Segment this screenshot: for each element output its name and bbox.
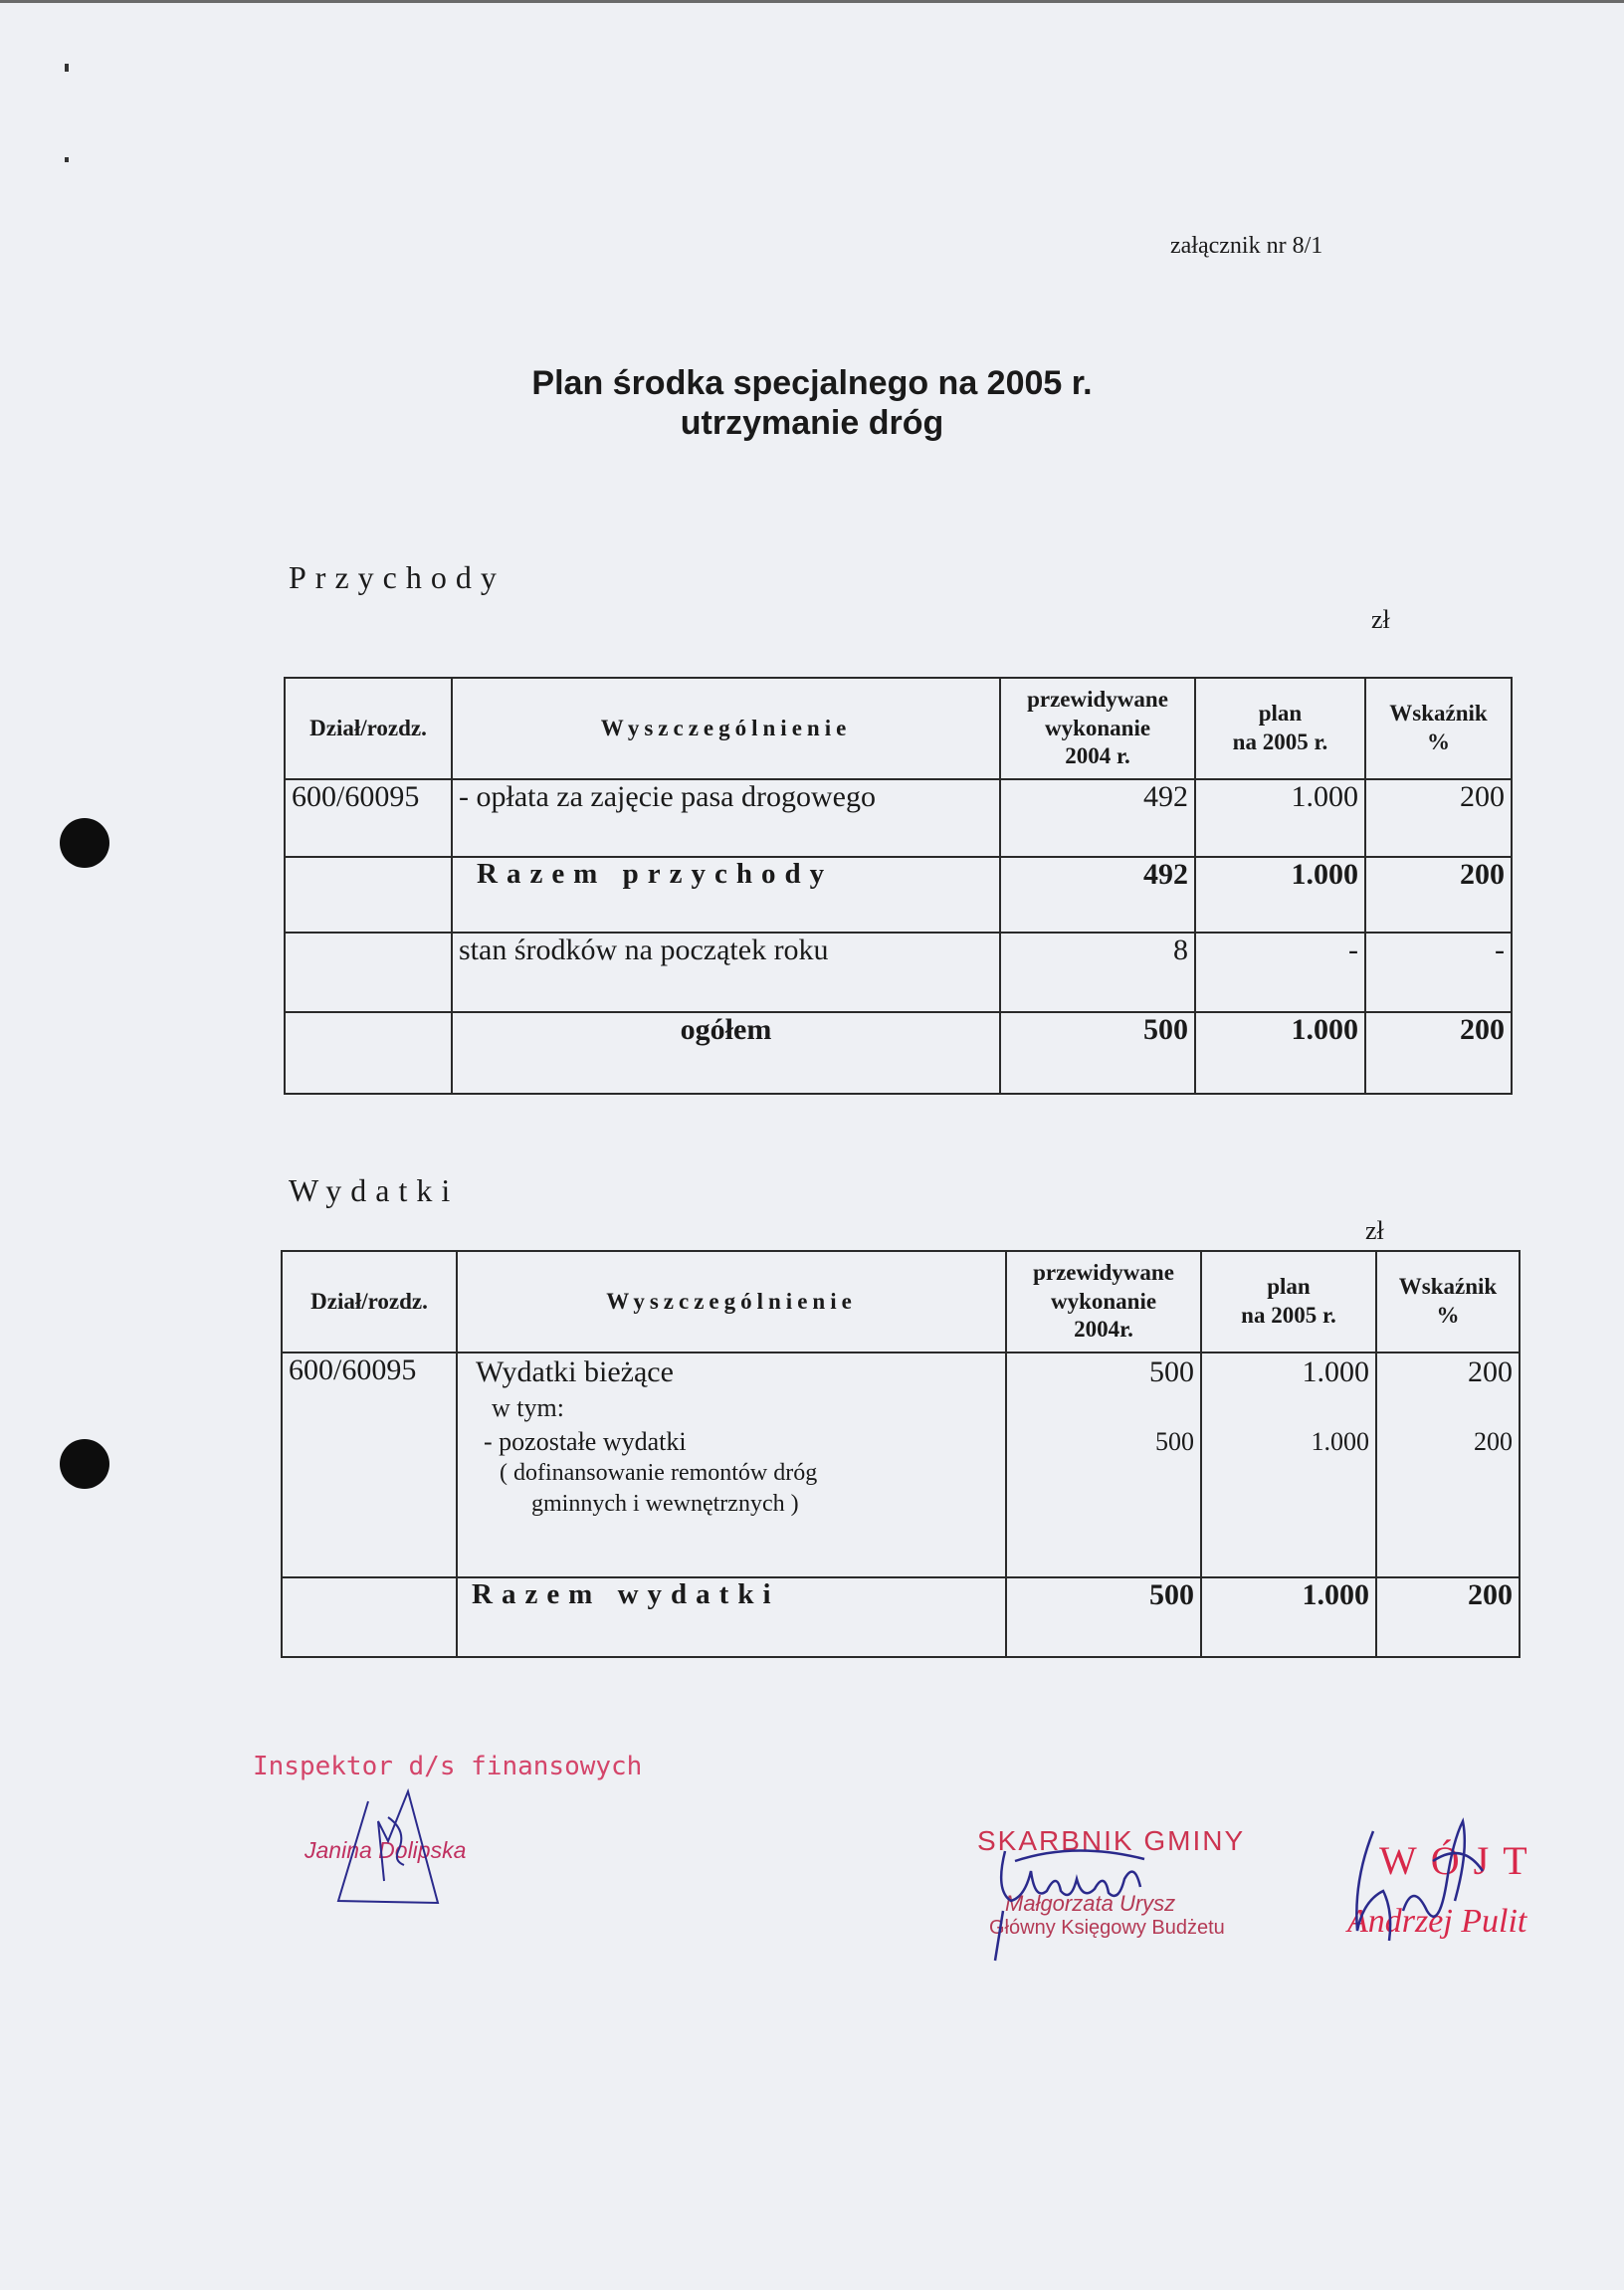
cell-index: 200 <box>1365 779 1512 857</box>
header-index: Wskaźnik % <box>1376 1251 1520 1353</box>
table-row-total <box>285 857 1512 933</box>
cell-dzial <box>285 1012 452 1094</box>
cell-index: 200 <box>1376 1577 1520 1657</box>
punch-hole <box>60 818 109 868</box>
cell-spec: - opłata za zajęcie pasa drogowego <box>452 779 1000 857</box>
expenses-section-heading: Wydatki <box>289 1172 460 1208</box>
revenue-section-heading: Przychody <box>289 559 506 595</box>
cell-index: - <box>1365 933 1512 1012</box>
cell-forecast: 500 <box>1000 1012 1195 1094</box>
cell-forecast: 8 <box>1000 933 1195 1012</box>
cell-plan: 1.000 <box>1201 1577 1376 1657</box>
cell-spec: stan środków na początek roku <box>452 933 1000 1012</box>
cell-index: 200 <box>1365 1012 1512 1094</box>
cell-plan: 1.000 <box>1195 857 1365 933</box>
header-index: Wskaźnik % <box>1365 678 1512 779</box>
expenses-unit: zł <box>1365 1216 1384 1245</box>
revenue-unit: zł <box>1371 605 1390 634</box>
cell-forecast: 492 <box>1000 857 1195 933</box>
table-row <box>285 779 1512 857</box>
cell-spec: Razem przychody <box>452 857 1000 933</box>
punch-hole <box>60 1439 109 1489</box>
cell-forecast: 500 <box>1006 1577 1201 1657</box>
mayor-signature <box>1343 1801 1522 1971</box>
header-plan: plan na 2005 r. <box>1201 1251 1376 1353</box>
cell-plan: 1.000 1.000 <box>1201 1353 1376 1577</box>
treasurer-signature <box>975 1831 1224 1971</box>
scan-speck <box>65 157 69 162</box>
spec-line: Wydatki bieżące <box>476 1355 674 1388</box>
cell-index: 200 200 <box>1376 1353 1520 1577</box>
cell-forecast: 492 <box>1000 779 1195 857</box>
cell-spec <box>457 1353 1006 1577</box>
header-forecast: przewidywane wykonanie 2004r. <box>1006 1251 1201 1353</box>
spec-line: w tym: <box>492 1393 564 1423</box>
spec-line: gminnych i wewnętrznych ) <box>531 1490 799 1517</box>
mayor-stamp-name: Andrzej Pulit <box>1347 1903 1527 1940</box>
cell-plan: 1.000 <box>1195 1012 1365 1094</box>
header-spec: Wyszczególnienie <box>457 1251 1006 1353</box>
cell-dzial <box>282 1577 457 1657</box>
header-dzial: Dział/rozdz. <box>282 1251 457 1353</box>
header-forecast: przewidywane wykonanie 2004 r. <box>1000 678 1195 779</box>
scan-edge <box>0 0 1624 3</box>
table-header-row <box>285 678 1512 779</box>
inspector-signature <box>328 1781 448 1961</box>
cell-dzial <box>285 857 452 933</box>
cell-dzial: 600/60095 <box>282 1353 457 1577</box>
mayor-stamp-title: WÓJT <box>1379 1838 1541 1883</box>
cell-forecast: 500 500 <box>1006 1353 1201 1577</box>
header-dzial: Dział/rozdz. <box>285 678 452 779</box>
scan-speck <box>65 64 69 72</box>
document-title: Plan środka specjalnego na 2005 r. <box>531 364 1093 402</box>
cell-index: 200 <box>1365 857 1512 933</box>
table-row <box>282 1353 1520 1577</box>
table-header-row <box>282 1251 1520 1353</box>
treasurer-stamp-title: SKARBNIK GMINY <box>977 1825 1246 1856</box>
header-plan: plan na 2005 r. <box>1195 678 1365 779</box>
inspector-stamp-name: Janina Dolipska <box>304 1837 467 1863</box>
cell-spec: ogółem <box>452 1012 1000 1094</box>
attachment-number: załącznik nr 8/1 <box>1170 233 1323 259</box>
inspector-stamp-title: Inspektor d/s finansowych <box>253 1752 643 1781</box>
cell-dzial: 600/60095 <box>285 779 452 857</box>
table-row <box>285 933 1512 1012</box>
cell-plan: - <box>1195 933 1365 1012</box>
header-spec: Wyszczególnienie <box>452 678 1000 779</box>
cell-plan: 1.000 <box>1195 779 1365 857</box>
table-row-grand-total <box>285 1012 1512 1094</box>
revenue-table <box>284 677 1513 1095</box>
document-subtitle: utrzymanie dróg <box>680 404 944 442</box>
table-row-total <box>282 1577 1520 1657</box>
spec-line: - pozostałe wydatki <box>484 1426 687 1456</box>
spec-line: ( dofinansowanie remontów dróg <box>500 1459 818 1486</box>
cell-spec: Razem wydatki <box>457 1577 1006 1657</box>
treasurer-stamp-role: Główny Księgowy Budżetu <box>989 1917 1225 1939</box>
treasurer-stamp-name: Małgorzata Urysz <box>1005 1891 1176 1916</box>
expenses-table <box>281 1250 1521 1658</box>
cell-dzial <box>285 933 452 1012</box>
